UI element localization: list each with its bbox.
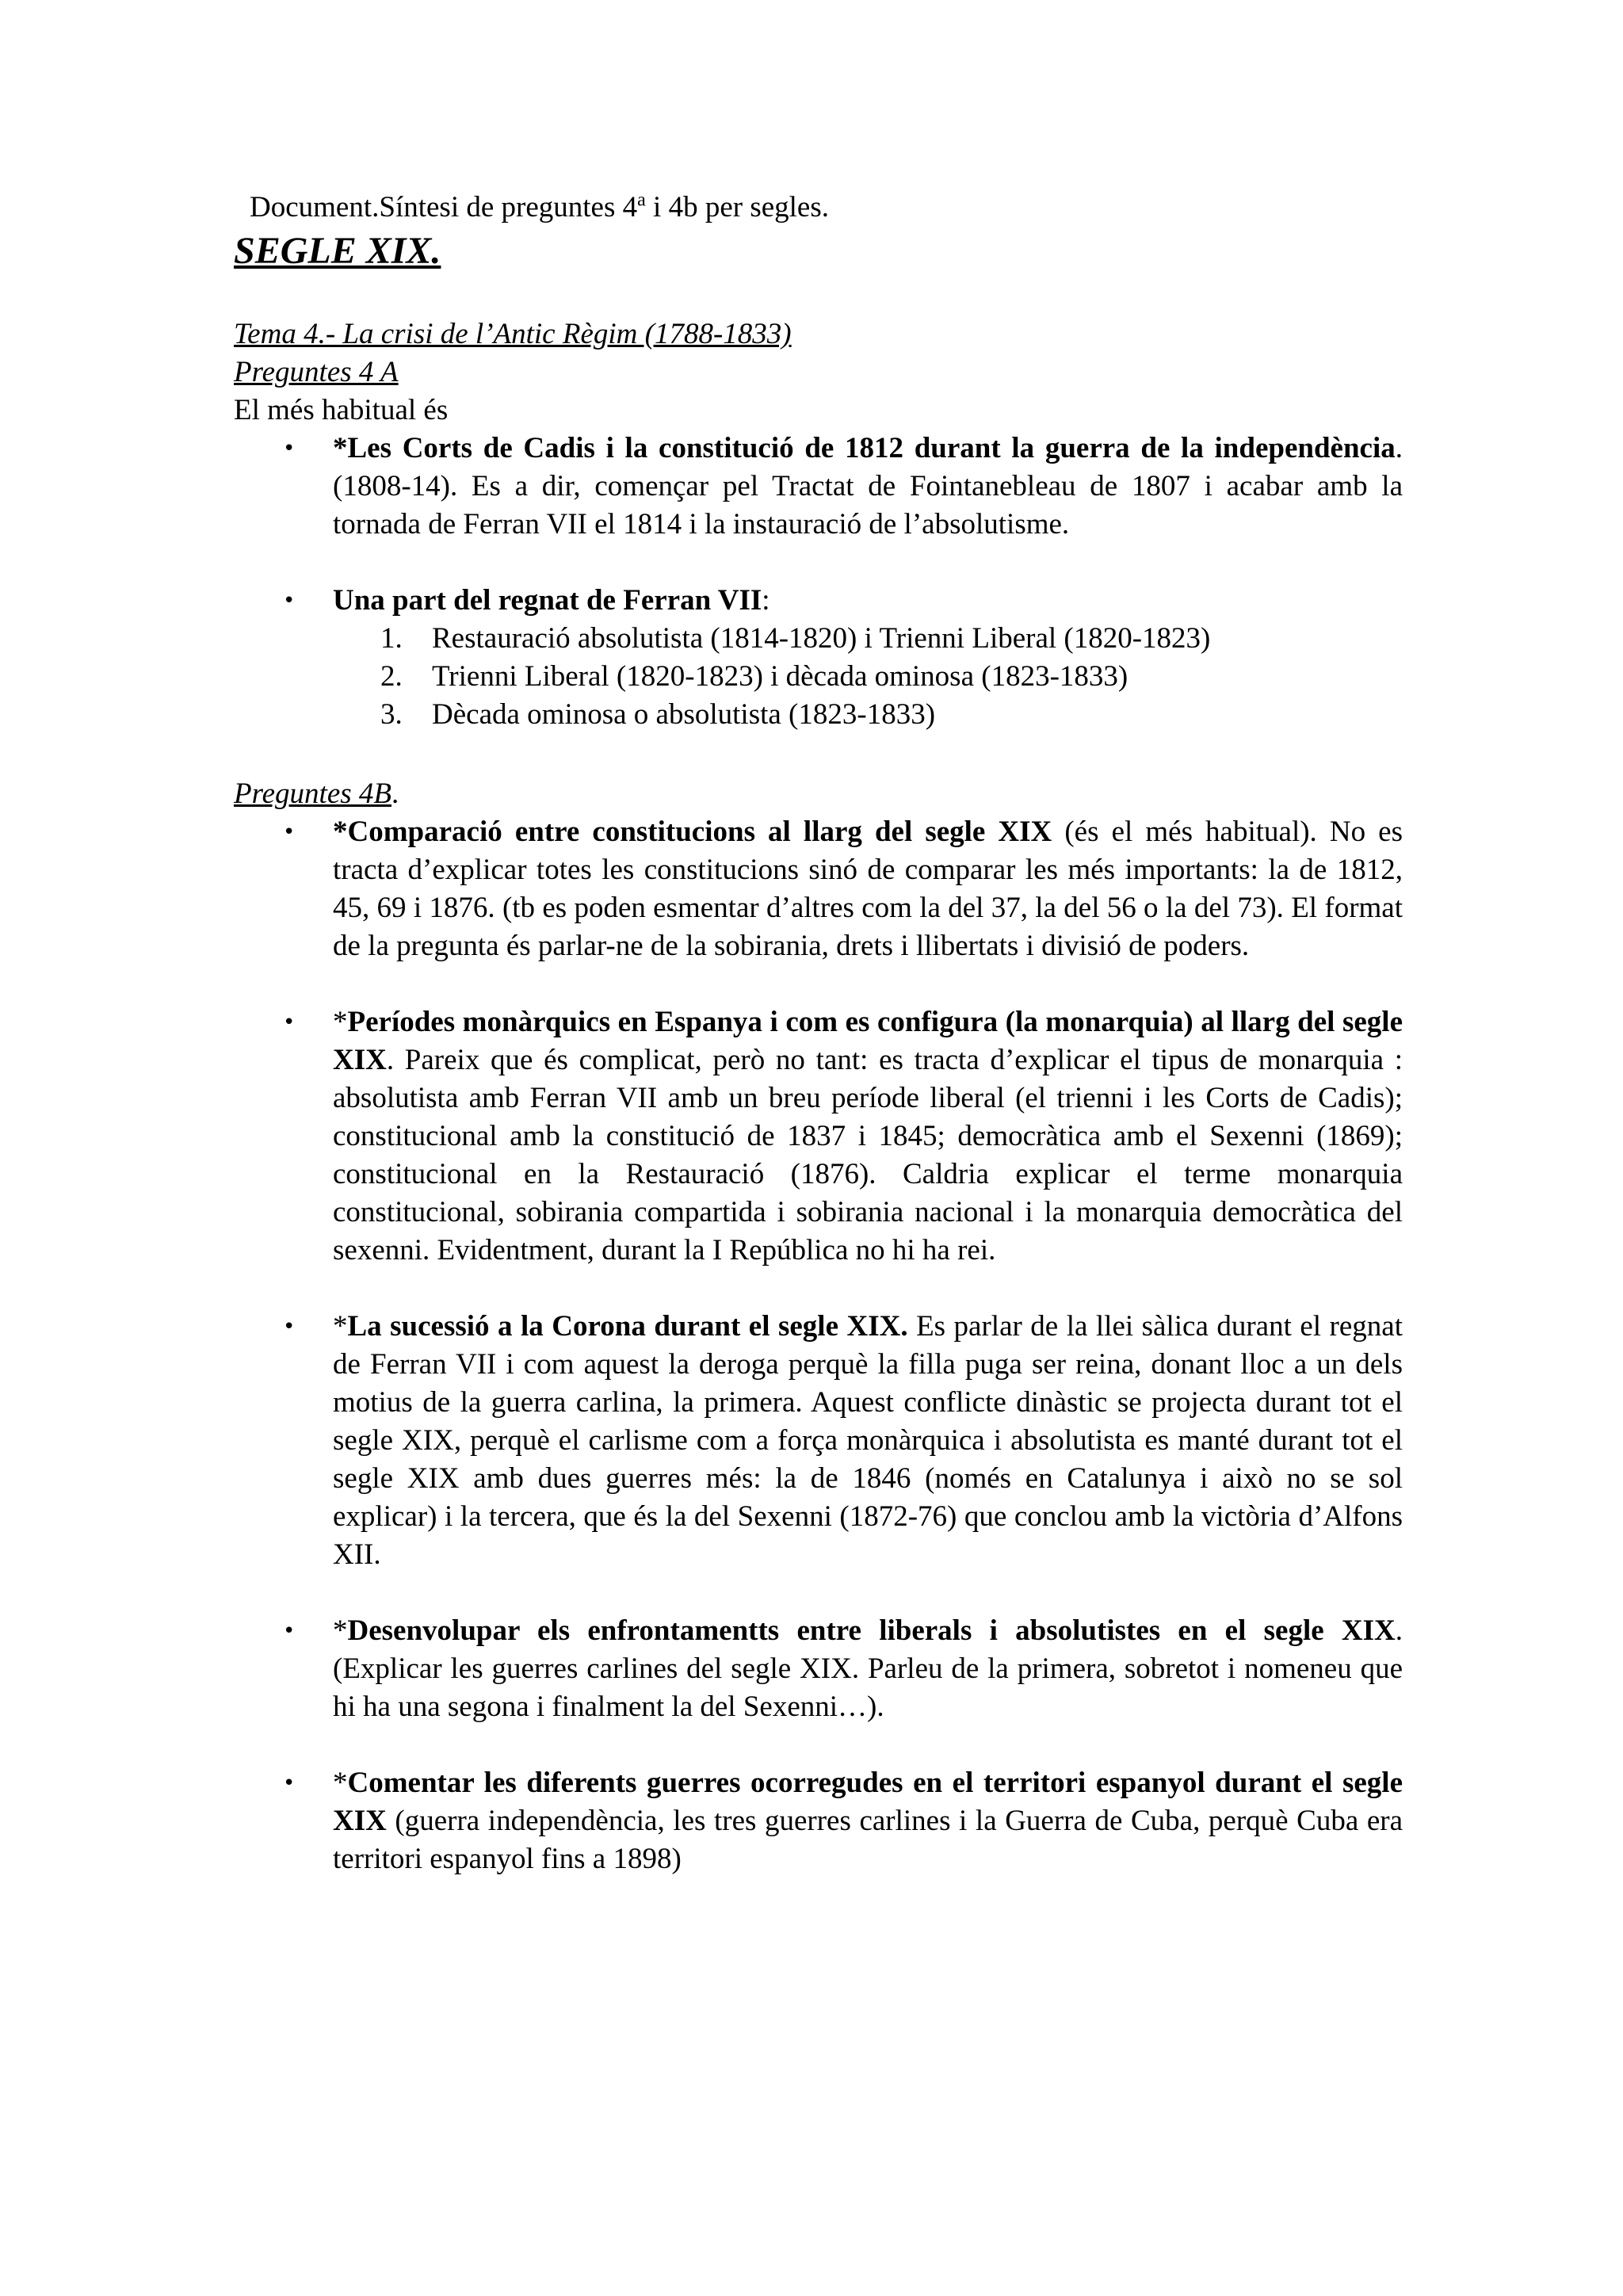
item-prefix: * [333,1614,348,1647]
numbered-text: Dècada ominosa o absolutista (1823-1833) [432,698,936,731]
list-item [234,1764,1403,1878]
item-prefix: * [333,1006,348,1038]
item-bold-text: La sucessió a la Corona durant el segle XIX. [347,1310,908,1343]
numbered-item [234,696,1403,734]
item-bold-text: Comentar les diferents guerres ocorregudes en el territori espanyol durant el segle XIX [333,1767,1403,1837]
numbered-item [234,658,1403,696]
item-text: (guerra independència, les tres guerres carlines i la Guerra de Cuba, perquè Cuba era territori espanyol fins a 1898) [333,1805,1403,1875]
header-text-b: i 4b per segles. [645,191,829,223]
item-prefix: * [333,1310,348,1343]
list-item [234,582,1403,620]
section-4a-numbered-list [234,620,1403,734]
bullet-icon: • [283,1010,296,1034]
document-header [250,189,1403,227]
bullet-icon: • [283,1619,296,1643]
item-text: . (Explicar les guerres carlines del segle XIX. Parleu de la primera, sobretot i nomeneu que hi ha una segona i finalment la del Sexenni…). [333,1614,1403,1723]
numbered-item [234,620,1403,658]
numbered-text: Restauració absolutista (1814-1820) i Trienni Liberal (1820-1823) [432,622,1211,655]
list-item [234,1612,1403,1726]
header-text-a: Document.Síntesi de preguntes 4 [250,191,638,223]
section-4a-intro: El més habitual és [234,394,449,426]
numbered-text: Trienni Liberal (1820-1823) i dècada ominosa (1823-1833) [432,660,1128,693]
list-item [234,813,1403,965]
item-text: Es parlar de la llei sàlica durant el regnat de Ferran VII i com aquest la deroga perquè la filla puga ser reina, donant lloc a un dels motius de la guerra carlina, la primera. Aquest conflicte dinàstic se projecta durant tot el segle XIX, perquè el carlisme com a força monàrquica i absolutista es manté durant tot el segle XIX amb dues guerres més: la de 1846 (només en Catalunya i això no se sol explicar) i la tercera, que és la del Sexenni (1872-76) que conclou amb la victòria d’Alfons XII. [333,1310,1403,1571]
number-marker: 2. [380,660,403,693]
bullet-icon: • [283,437,296,460]
section-4a-heading: Preguntes 4 A [234,356,399,388]
section-4b-list [234,813,1403,1878]
item-bold-text: Una part del regnat de Ferran VII [333,584,762,617]
list-item [234,430,1403,544]
item-bold-text: *Les Corts de Cadis i la constitució de 1812 durant la guerra de la independència [333,432,1396,464]
item-bold-text: *Comparació entre constitucions al llarg del segle XIX [333,816,1052,848]
item-text: . (1808-14). Es a dir, començar pel Tractat de Fointanebleau de 1807 i acabar amb la tornada de Ferran VII el 1814 i la instauració de l’absolutisme. [333,432,1403,541]
bullet-icon: • [283,820,296,844]
section-4b [234,775,1403,1878]
document-page [234,189,1403,1878]
bullet-icon: • [283,1771,296,1795]
century-title: SEGLE XIX. [234,230,441,272]
section-4b-heading-suffix: . [391,777,399,810]
item-text: . Pareix que és complicat, però no tant: es tracta d’explicar el tipus de monarquia : absolutista amb Ferran VII amb un breu període liberal (el trienni i les Corts de Cadis); constitucional amb la constitució de 1837 i 1845; democràtica amb el Sexenni (1869); constitucional en la Restauració (1876). Caldria explicar el terme monarquia constitucional, sobirania compartida i sobirania nacional i la monarquia democràtica del sexenni. Evidentment, durant la I República no hi ha rei. [333,1044,1403,1266]
number-marker: 1. [380,622,403,655]
item-prefix: * [333,1767,348,1799]
bullet-icon: • [283,1315,296,1339]
list-item [234,1308,1403,1574]
item-bold-text: Desenvolupar els enfrontamentts entre liberals i absolutistes en el segle XIX [347,1614,1396,1647]
header-superscript: a [637,189,646,211]
section-4b-heading: Preguntes 4B [234,777,392,810]
item-text: : [762,584,770,617]
section-4b-heading-line [234,775,1403,813]
section-4a [234,353,1403,734]
bullet-icon: • [283,589,296,613]
tema-title: Tema 4.- La crisi de l’Antic Règim (1788-1833) [234,318,792,350]
list-item [234,1003,1403,1270]
item-text: (és el més habitual). No es tracta d’explicar totes les constitucions sinó de comparar les més importants: la de 1812, 45, 69 i 1876. (tb es poden esmentar d’altres com la del 37, la del 56 o la del 73). El format de la pregunta és parlar-ne de la sobirania, drets i llibertats i divisió de poders. [333,816,1403,962]
section-4a-list [234,430,1403,620]
number-marker: 3. [380,698,403,731]
item-bold-text: Períodes monàrquics en Espanya i com es configura (la monarquia) al llarg del segle XIX [333,1006,1403,1076]
